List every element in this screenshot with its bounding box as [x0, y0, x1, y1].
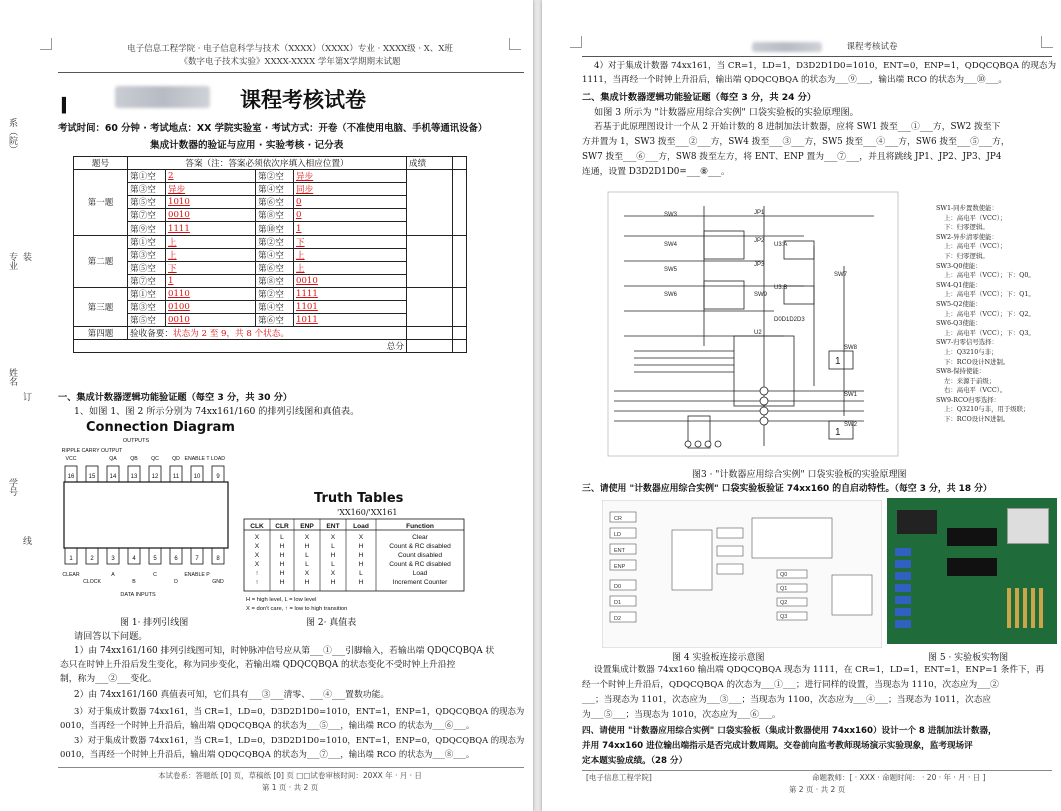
pin-number: 3 [111, 556, 115, 562]
legend-line: SW2-异步清零使能： [936, 232, 998, 241]
truth-cell: Increment Counter [392, 579, 448, 586]
pin-number: 13 [130, 474, 138, 480]
pin-number: 1 [69, 556, 73, 562]
page2-footer-right: 命题教师：[ · XXX · 命题时间： · 20 · 年 · 月 · 日 ] [812, 773, 986, 782]
legend-line: SW8-保持使能： [936, 367, 986, 376]
score-cell [407, 327, 453, 340]
q2-para-c: SW7 拨至___⑥___方，SW8 拨至左方，将 ENT、ENP 置为___⑦___，并且将跳线 JP1、JP2、JP3、JP4 [582, 152, 1002, 162]
answer-cell: 1 [294, 222, 407, 235]
q1-intro: 1、如图 1、图 2 所示分别为 74xx161/160 的排列引线图和真值表。 [74, 406, 360, 417]
legend-line: SW6-Q3使能： [936, 319, 982, 328]
question-number-cell: 第四题 [74, 327, 128, 340]
truth-cell: X [254, 543, 260, 550]
side-label-id: 学号 [7, 478, 17, 496]
truth-cell: H [330, 579, 336, 586]
pin-label: CLOCK [83, 579, 101, 585]
answer-cell: 下 [294, 235, 407, 248]
q3-para-d: 为___⑤___；当现态为 1010，次态应为___⑥___。 [582, 710, 781, 720]
logo-blurred [115, 86, 210, 108]
pin-number: 8 [216, 556, 220, 562]
truth-cell: X [254, 534, 260, 541]
q1-para-1c: 制，称为___②___变化。 [60, 674, 157, 684]
pin-number: 6 [174, 556, 178, 562]
pin-number: 4 [132, 556, 136, 562]
blank-label-cell: 第④空 [256, 248, 294, 261]
pcb-switch-column [895, 548, 911, 628]
pin-number: 2 [90, 556, 94, 562]
legend-line: 上：高电平（VCC）； [944, 242, 1007, 251]
header-rule [582, 56, 1052, 57]
truth-cell: X [330, 570, 336, 577]
q1-para-1a: 1）由 74xx161/160 排列引线图可知，时钟脉冲信号应从第___①___引脚输入，若输出端 QDQCQBQA 状 [74, 646, 495, 656]
schematic-leds [685, 387, 768, 447]
q1-para-4a: 3）对于集成计数器 74xx161，当 CR=1，LD=0，D3D2D1D0=1010，ENT=1，ENP=0，QDQCQBQA 的现态为 [74, 735, 525, 745]
blank-label-cell: 第⑤空 [128, 196, 166, 209]
truth-note: X = don't care, ↑ = low to high transition [246, 606, 348, 612]
legend-line: SW4-Q1使能： [936, 280, 982, 289]
corner-mark [40, 38, 52, 50]
truth-cell: X [358, 534, 364, 541]
svg-text:CR: CR [614, 516, 622, 522]
blank-label-cell: 第②空 [256, 287, 294, 300]
legend-line: SW7-归零信号选择： [936, 338, 998, 347]
answer-cell: 上 [166, 248, 256, 261]
pin-number: 9 [216, 474, 220, 480]
page-header [60, 43, 520, 69]
truth-cell: Clear [412, 534, 428, 541]
side-label-name: 姓名 [7, 368, 17, 386]
truth-cell: X [304, 570, 310, 577]
q2-intro: 如图 3 所示为 "计数器应用综合实例" 口袋实验板的实验原理图。 [594, 107, 859, 118]
q1-para-1b: 态只在时钟上升沿后发生变化，称为同步变化，若输出端 QDQCQBQA 的状态变化不受时钟上升沿控 [60, 660, 456, 670]
score-sheet-subtitle: 集成计数器的验证与应用 · 实验考核 · 记分表 [150, 140, 344, 151]
pin-number: 10 [193, 474, 201, 480]
legend-line: SW5-Q2使能： [936, 299, 982, 308]
pcb-chip [947, 558, 997, 576]
schematic-wires [608, 192, 898, 456]
q1-para-3a: 3）对于集成计数器 74xx161，当 CR=1，LD=0，D3D2D1D0=1010，ENT=1，ENP=1，QDQCQBQA 的现态为 [74, 706, 525, 716]
truth-header: ENP [300, 523, 314, 530]
blank-label-cell: 第③空 [128, 248, 166, 261]
legend-line: 上：Q3210与非，用于级联； [944, 405, 1030, 414]
truth-header: Load [353, 523, 369, 530]
table-row [74, 170, 467, 183]
q4-note-cell [128, 327, 407, 340]
answer-prompt: 请回答以下问题。 [74, 631, 148, 642]
answer-cell: 1111 [166, 222, 256, 235]
svg-text:Q0: Q0 [780, 572, 788, 578]
blank-label-cell: 第④空 [256, 183, 294, 196]
pcb-seven-seg [897, 510, 937, 534]
schematic-diagram [604, 186, 904, 462]
legend-line: 上：高电平（VCC）；下：Q3。 [944, 328, 1035, 337]
side-label-major: 专业 [7, 252, 17, 270]
col-header-answer: 答案（注：答案必须依次序填入相应位置） [128, 157, 407, 170]
board-connection-diagram [602, 500, 882, 648]
pin-label: RIPPLE CARRY OUTPUT [61, 448, 123, 454]
question-number-cell: 第一题 [74, 170, 128, 235]
pin-number: 5 [153, 556, 157, 562]
blank-label-cell: 第⑤空 [128, 314, 166, 327]
svg-text:SW3: SW3 [664, 212, 678, 218]
extra-cell [453, 327, 467, 340]
legend-line: 上：高电平（VCC）；下：Q2。 [944, 309, 1035, 318]
svg-text:U3:A: U3:A [774, 242, 788, 248]
pinout-diagram [56, 436, 240, 614]
blank-label-cell: 第①空 [128, 170, 166, 183]
blank-label-cell: 第②空 [256, 235, 294, 248]
table-header-row [74, 157, 467, 170]
legend-line: 下：归零逻辑。 [944, 251, 989, 260]
truth-cell: H [304, 543, 310, 550]
svg-text:SW6: SW6 [664, 292, 678, 298]
col-header-question: 题号 [74, 157, 128, 170]
legend-line: 上：高电平（VCC）；下：Q0。 [944, 271, 1035, 280]
svg-text:D1: D1 [614, 600, 622, 606]
header-blurred [752, 42, 822, 52]
pin-label: QA [109, 456, 117, 462]
truth-cell: H [358, 579, 364, 586]
answer-cell: 2 [166, 170, 256, 183]
pin-number: 7 [195, 556, 199, 562]
pin-label: LOAD [210, 456, 226, 462]
page2-number: 第 2 页 · 共 2 页 [788, 785, 846, 794]
answer-cell: 1010 [166, 196, 256, 209]
answer-cell: 异步 [294, 170, 407, 183]
pin-number: 14 [109, 474, 117, 480]
pin-label: ENABLE P [184, 572, 210, 578]
truth-cell: ↑ [255, 579, 259, 586]
pcb-connector [1007, 508, 1049, 544]
legend-line: SW9-RCO归零选择： [936, 395, 1001, 404]
q4-note-label: 验收备要： [130, 329, 173, 340]
pcb-photo [887, 498, 1057, 644]
blank-label-cell: 第①空 [128, 287, 166, 300]
q1-title: 一、集成计数器逻辑功能验证题（每空 3 分，共 30 分） [58, 392, 293, 403]
legend-line: 下：归零逻辑。 [944, 223, 989, 232]
blank-label-cell: 第⑧空 [256, 209, 294, 222]
truth-cell: Count & RC disabled [389, 561, 451, 568]
svg-text:SW7: SW7 [834, 272, 848, 278]
table-row [74, 235, 467, 248]
svg-text:LD: LD [614, 532, 622, 538]
svg-text:SW2: SW2 [844, 422, 858, 428]
q1-para-3b: 0010，当再经一个时钟上升沿后，输出端 QDQCQBQA 的状态为___⑤___，输出端 RCO 的状态为___⑥___。 [60, 720, 475, 730]
legend-line: 上：高电平（VCC）； [944, 213, 1007, 222]
pin-label: A [111, 572, 115, 578]
pin-label: B [132, 579, 136, 585]
blank-label-cell: 第③空 [128, 301, 166, 314]
truth-cell: L [280, 534, 284, 541]
truth-cell: X [330, 534, 336, 541]
answer-cell: 1 [166, 274, 256, 287]
svg-text:JP2: JP2 [754, 238, 765, 244]
truth-cell: X [254, 552, 260, 559]
truth-cell: L [331, 543, 335, 550]
extra-cell [453, 170, 467, 235]
pin-label: CLEAR [62, 572, 80, 578]
legend-line: 上：高电平（VCC）；下：Q1。 [944, 290, 1035, 299]
corner-mark [1041, 36, 1053, 48]
pin-label: D [174, 579, 178, 585]
truth-header: ENT [326, 523, 340, 530]
pin-number: 15 [88, 474, 96, 480]
svg-text:1: 1 [835, 427, 841, 438]
truth-note: H = high level, L = low level [246, 597, 317, 603]
fig3-caption: 图3 · "计数器应用综合实例" 口袋实验板的实验原理图 [692, 470, 907, 480]
legend-line: SW1-同步置数使能： [936, 204, 998, 212]
truth-cell: ↑ [255, 570, 259, 577]
svg-text:SW8: SW8 [844, 345, 858, 351]
legend-line: 右：高电平（VCC）。 [944, 386, 1007, 395]
q4-note-value: 状态为 2 至 9，共 8 个状态。 [172, 329, 289, 340]
corner-mark [570, 36, 582, 48]
score-cell [407, 170, 453, 235]
truth-cell: H [279, 579, 285, 586]
answer-cell: 异步 [166, 183, 256, 196]
blank-label-cell: 第⑧空 [256, 274, 294, 287]
blank-label-cell: 第④空 [256, 301, 294, 314]
svg-text:D2: D2 [614, 616, 622, 622]
legend-line: 左：来源于前级； [944, 376, 996, 385]
truth-cell: Load [412, 570, 428, 577]
blank-label-cell: 第⑦空 [128, 209, 166, 222]
pcb-header-pins [1007, 588, 1047, 628]
blank-label-cell: 第⑤空 [128, 261, 166, 274]
blank-label-cell: 第①空 [128, 235, 166, 248]
blank-label-cell: 第⑦空 [128, 274, 166, 287]
pin-number: 12 [151, 474, 159, 480]
truth-cell: L [359, 570, 363, 577]
total-label-cell: 总分 [74, 340, 407, 353]
legend-line: 下：RCO设计N进制。 [944, 415, 1010, 424]
side-label-ding: 订 [21, 392, 31, 401]
answer-cell: 0110 [166, 287, 256, 300]
svg-text:ENP: ENP [614, 564, 626, 570]
footer-rule [582, 770, 1052, 771]
page2-footer-left: [电子信息工程学院] [586, 773, 652, 782]
total-score-cell [407, 340, 453, 353]
connection-diagram-title: Connection Diagram [86, 420, 235, 435]
page1-footer: 本试卷系：答题纸 [0] 页，草稿纸 [0] 页 □□试卷审核时间：20XX 年 · 月 · 日 [158, 771, 422, 780]
q1-para-5b: 1111，当再经一个时钟上升沿后，输出端 QDQCQBQA 的状态为___⑨___，输出端 RCO 的状态为___⑩___。 [582, 75, 1008, 85]
pin-label: ENABLE T [184, 456, 210, 462]
answer-cell: 0010 [166, 314, 256, 327]
truth-cell: H [358, 543, 364, 550]
side-label-line: 线 [21, 536, 31, 545]
answer-cell: 1011 [294, 314, 407, 327]
blank-label-cell: 第⑨空 [128, 222, 166, 235]
truth-table [242, 517, 466, 615]
q3-title: 三、请使用 "计数器应用综合实例" 口袋实验板验证 74xx160 的自启动特性。（每空 3 分，共 18 分） [582, 484, 992, 494]
answer-cell: 1111 [294, 287, 407, 300]
legend-line: 上：Q3210与非； [944, 347, 998, 356]
title-marker: ▍ [62, 98, 73, 114]
outputs-label: OUTPUTS [122, 438, 150, 444]
fig2-caption: 图 2· 真值表 [306, 618, 357, 628]
pin-label: C [153, 572, 157, 578]
truth-header: CLK [250, 523, 264, 530]
svg-text:SW4: SW4 [664, 242, 678, 248]
header-line-2: 《数字电子技术实验》XXXX-XXXX 学年第X学期期末试题 [179, 57, 401, 67]
q1-para-2: 2）由 74xx161/160 真值表可知，它们具有___③___清零、___④___置数功能。 [74, 690, 390, 700]
svg-text:JP3: JP3 [754, 262, 765, 268]
exam-info: 考试时间：60 分钟 · 考试地点：XX 学院实验室 · 考试方式：开卷（不准使用电脑、手机等通讯设备） [58, 123, 488, 134]
pin-number: 16 [67, 474, 75, 480]
ic-body [64, 482, 228, 548]
blank-label-cell: 第⑥空 [256, 261, 294, 274]
answer-cell: 0 [294, 209, 407, 222]
header-line-1: 电子信息工程学院 · 电子信息科学与技术（XXXX）（XXXX）专业 · XXXX级 · X、X班 [127, 44, 453, 54]
legend-line: SW3-Q0使能： [936, 261, 982, 270]
q3-para-a: 设置集成计数器 74xx160 输出端 QDQCQBQA 现态为 1111，在 CR=1，LD=1，ENT=1，ENP=1 条件下，再 [594, 665, 1045, 675]
exam-title: 课程考核试卷 [240, 88, 366, 112]
truth-cell: L [305, 552, 309, 559]
svg-text:JP1: JP1 [754, 210, 765, 216]
fig4-caption: 图 4 实验板连接示意图 [672, 653, 765, 663]
col-header-score: 成绩 [407, 157, 453, 170]
pin-label: VCC [65, 456, 77, 462]
answer-table [73, 156, 467, 353]
q4-para-b: 并用 74xx160 进位输出端指示是否完成计数周期。交卷前向监考教师现场演示实验现象，监考现场评 [582, 741, 973, 751]
answer-cell: 上 [294, 261, 407, 274]
truth-cell: H [358, 552, 364, 559]
svg-text:1: 1 [835, 356, 841, 367]
side-label-dept: 系（院） [7, 118, 17, 154]
pin-label: GND [212, 579, 224, 585]
pin-label: QD [172, 456, 180, 462]
svg-text:D0: D0 [614, 584, 622, 590]
blank-label-cell: 第⑥空 [256, 314, 294, 327]
truth-cell: H [304, 579, 310, 586]
q2-title: 二、集成计数器逻辑功能验证题（每空 3 分，共 24 分） [582, 92, 817, 103]
truth-header: Function [406, 523, 434, 530]
legend-line: 下：RCO设计N进制。 [944, 357, 1010, 366]
truth-header: CLR [275, 523, 289, 530]
col-header-extra [453, 157, 467, 170]
fig5-caption: 图 5 · 实验板实物图 [928, 653, 1009, 663]
svg-text:Q3: Q3 [780, 614, 788, 620]
answer-cell: 同步 [294, 183, 407, 196]
truth-cell: X [304, 534, 310, 541]
extra-cell [453, 287, 467, 326]
table-row-q4 [74, 327, 467, 340]
truth-cell: H [279, 552, 285, 559]
page1-number: 第 1 页 · 共 2 页 [261, 783, 319, 792]
answer-cell: 0010 [166, 209, 256, 222]
svg-text:SW9: SW9 [754, 292, 768, 298]
truth-cell: L [305, 561, 309, 568]
truth-cell: H [279, 570, 285, 577]
svg-text:U2: U2 [754, 330, 762, 336]
q4-para-c: 定本题实验成绩。（28 分） [582, 756, 688, 766]
pin-number: 11 [172, 474, 180, 480]
table-row-total [74, 340, 467, 353]
truth-cell: Count disabled [398, 552, 442, 559]
q1-para-4b: 0010，当再经一个时钟上升沿后，输出端 QDQCQBQA 的状态为___⑦___，输出端 RCO 的状态为___⑧___。 [60, 749, 475, 759]
truth-cell: H [358, 561, 364, 568]
answer-cell: 0100 [166, 301, 256, 314]
q2-para-a: 若基于此原理图设计一个从 2 开始计数的 8 进制加法计数器，应将 SW1 拨至___①___方，SW2 拨至下 [594, 122, 1001, 132]
q2-para-d: 连通，设置 D3D2D1D0=___⑧___。 [582, 167, 730, 177]
header-rule [58, 72, 524, 73]
truth-cell: H [279, 561, 285, 568]
q1-para-5a: 4）对于集成计数器 74xx161，当 CR=1，LD=1，D3D2D1D0=1010，ENT=0，ENP=1，QDQCQBQA 的现态为 [594, 61, 1057, 71]
exam-page-2 [542, 0, 1061, 811]
footer-rule [58, 767, 524, 768]
answer-cell: 下 [166, 261, 256, 274]
side-label-bind: 装 [21, 252, 31, 261]
blank-label-cell: 第⑥空 [256, 196, 294, 209]
svg-text:Q1: Q1 [780, 586, 788, 592]
svg-text:ENT: ENT [614, 548, 625, 554]
answer-cell: 1101 [294, 301, 407, 314]
extra-cell [453, 235, 467, 287]
answer-cell: 上 [294, 248, 407, 261]
truth-cell: L [331, 561, 335, 568]
pcb-chip [947, 528, 997, 546]
fig1-caption: 图 1· 排列引线图 [120, 618, 189, 628]
extra-cell [453, 340, 467, 353]
q4-para-a: 四、请使用 "计数器应用综合实例" 口袋实验板（集成计数器使用 74xx160）设计一个 8 进制加法计数器， [582, 726, 997, 736]
truth-table-title: Truth Tables [314, 491, 404, 506]
q2-para-b: 方并置为 1，SW3 拨至___②___方，SW4 拨至___③___方，SW5 拨至___④___方，SW6 拨至___⑤___方， [582, 137, 1010, 147]
truth-table-subtitle: 'XX160/'XX161 [337, 508, 398, 517]
truth-cell: X [254, 561, 260, 568]
answer-cell: 上 [166, 235, 256, 248]
svg-text:Q2: Q2 [780, 600, 788, 606]
score-cell [407, 287, 453, 326]
pin-label: QB [130, 456, 138, 462]
question-number-cell: 第三题 [74, 287, 128, 326]
q3-para-b: 经一个时钟上升沿后，QDQCQBQA 的次态为___①___；进行同样的设置，当现态为 1110，次态应为___② [582, 680, 999, 690]
question-number-cell: 第二题 [74, 235, 128, 287]
pin-label: QC [151, 456, 159, 462]
truth-cell: H [279, 543, 285, 550]
q3-para-c: ___；当现态为 1101，次态应为___③___；当现态为 1100，次态应为___④___；当现态为 1011，次态应 [582, 695, 992, 705]
switch-legend [936, 204, 1035, 425]
truth-cell: H [330, 552, 336, 559]
table-row [74, 287, 467, 300]
svg-text:SW1: SW1 [844, 392, 858, 398]
data-inputs-label: DATA INPUTS [120, 592, 156, 598]
score-cell [407, 235, 453, 287]
svg-text:SW5: SW5 [664, 267, 678, 273]
page2-header: 课程考核试卷 [846, 42, 898, 52]
svg-text:D0D1D2D3: D0D1D2D3 [774, 317, 805, 323]
blank-label-cell: 第②空 [256, 170, 294, 183]
svg-text:U3:B: U3:B [774, 285, 788, 291]
blank-label-cell: 第⑩空 [256, 222, 294, 235]
answer-cell: 0010 [294, 274, 407, 287]
answer-cell: 0 [294, 196, 407, 209]
truth-cell: Count & RC disabled [389, 543, 451, 550]
blank-label-cell: 第③空 [128, 183, 166, 196]
